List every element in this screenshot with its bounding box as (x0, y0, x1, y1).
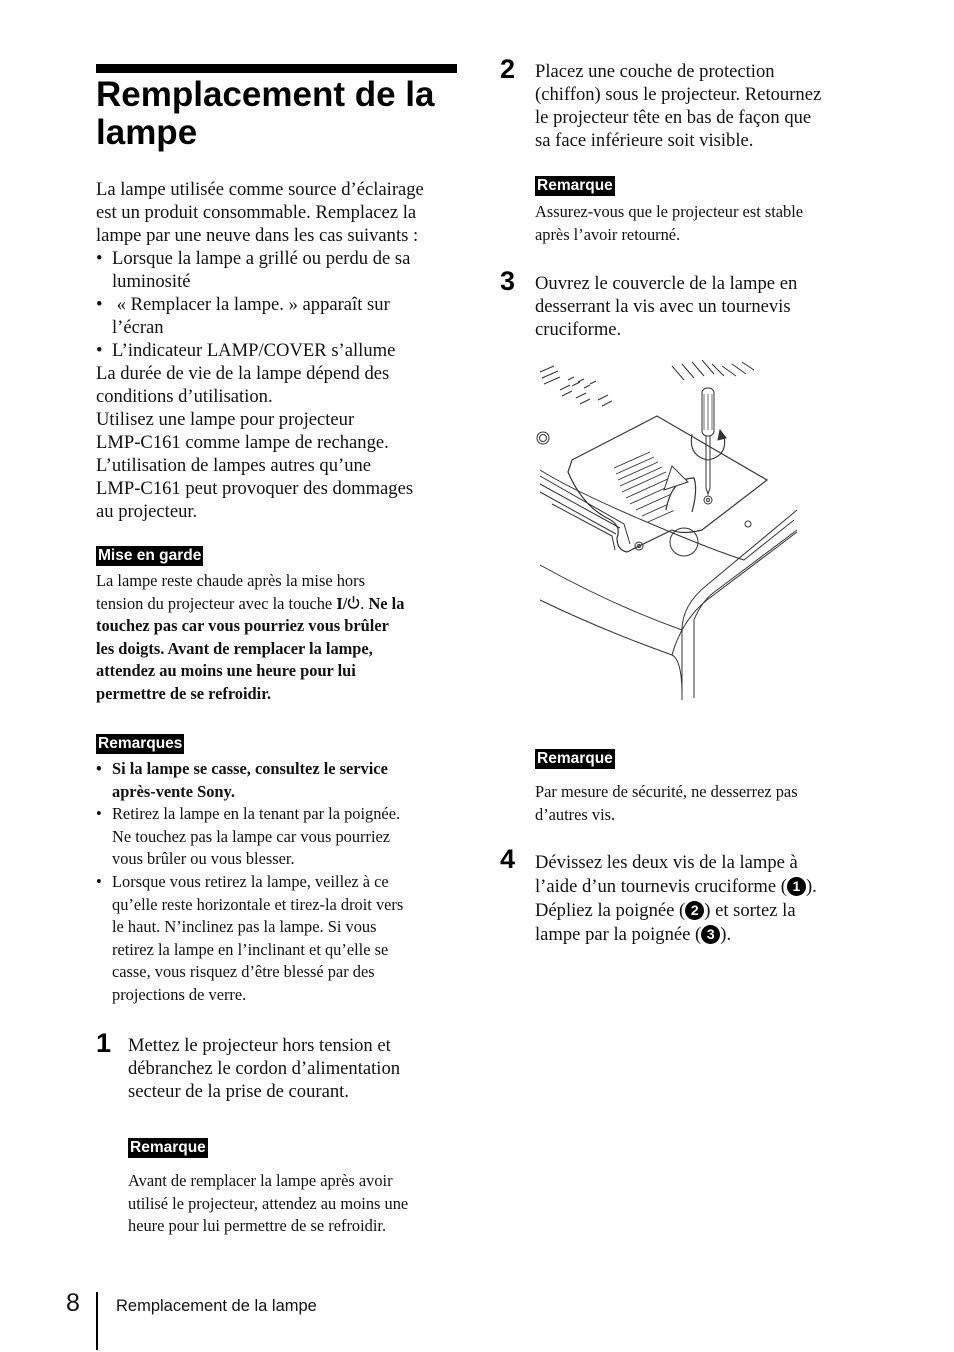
callout-1-icon: 1 (787, 877, 806, 896)
intro-paragraph: La lampe utilisée comme source d’éclairage est un produit consommable. Remplacez la lampe par une neuve dans les cas suivants : • Lorsque la lampe a grillé ou perdu de sa luminosité • « Remplacer la lampe. » apparaît sur l’écran • L’indicateur LAMP/COVER s’allume La durée de vie de la lampe dépend des conditions d’utilisation. Utilisez une lampe pour projecteur LMP-C161 comme lampe de rechange. L’utilisation de lampes autres qu’une LMP-C161 peut provoquer des dommages au projecteur. (96, 178, 468, 523)
list-item: • L’indicateur LAMP/COVER s’allume (96, 339, 468, 362)
step-3-text: Ouvrez le couvercle de la lampe en desserrant la vis avec un tournevis cruciforme. (535, 273, 798, 340)
callout-2-icon: 2 (685, 901, 704, 920)
remarks-label: Remarques (98, 735, 183, 752)
footer-rule (96, 1292, 98, 1350)
projector-lamp-cover-illustration (532, 360, 802, 700)
top-vent-left (540, 366, 612, 406)
step-1-note-label-box (128, 1138, 208, 1158)
page-number: 8 (66, 1289, 80, 1317)
list-item: • Lorsque vous retirez la lampe, veillez à ce qu’elle reste horizontale et tirez-la droit vers le haut. N’inclinez pas la lampe. Si vous retirez la lampe en l’inclinant et qu’elle se casse, vous risquez d’être blessé par des projections de verre. (96, 871, 468, 1007)
remarks-list (96, 758, 468, 1007)
step-1-text: Mettez le projecteur hors tension et débranchez le cordon d’alimentation secteur de la prise de courant. (128, 1035, 401, 1102)
remarks-label-box (96, 734, 184, 754)
step-2-number: 2 (500, 54, 516, 84)
step-1-note-label: Remarque (130, 1139, 206, 1156)
step-1-note: Avant de remplacer la lampe après avoir utilisé le projecteur, attendez au moins une heure pour lui permettre de se refroidir. (128, 1171, 409, 1236)
step-2-text: Placez une couche de protection (chiffon) sous le projecteur. Retournez le projecteur tête en bas de façon que sa face inférieure soit visible. (535, 61, 822, 151)
caution-label: Mise en garde (98, 547, 202, 564)
step-2-note: Assurez-vous que le projecteur est stable après l’avoir retourné. (535, 202, 804, 244)
top-vent-right (672, 360, 754, 380)
caution-text: La lampe reste chaude après la mise hors tension du projecteur avec la touche I/ . Ne la touchez pas car vous pourriez vous brûler les doigts. Avant de remplacer la lampe, attendez au moins une heure pour lui permettre de se refroidir. (96, 571, 405, 703)
step-2-note-label: Remarque (537, 177, 613, 194)
list-item: • « Remplacer la lampe. » apparaît sur l’écran (96, 293, 468, 339)
step-2-note-label-box (535, 176, 615, 196)
cases-list (96, 247, 468, 362)
page-title: Remplacement de la lampe (96, 75, 435, 152)
title-rule (96, 64, 457, 73)
power-icon (347, 595, 360, 610)
step-4-text: Dévissez les deux vis de la lampe à l’aide d’un tournevis cruciforme ( 1 ). Dépliez la poignée ( 2 ) et sortez la lampe par la poignée ( 3 ). (535, 852, 817, 945)
step-3-note-label: Remarque (537, 750, 613, 767)
list-item: • Retirez la lampe en la tenant par la poignée. Ne touchez pas la lampe car vous pourriez vous brûler ou vous blesser. (96, 803, 468, 871)
step-3-number: 3 (500, 266, 516, 296)
caution-label-box (96, 546, 203, 566)
footer-section-title: Remplacement de la lampe (116, 1297, 317, 1315)
step-1-number: 1 (96, 1028, 112, 1058)
step-3-note-label-box (535, 749, 615, 769)
list-item: • Lorsque la lampe a grillé ou perdu de sa luminosité (96, 247, 468, 293)
list-item: • Si la lampe se casse, consultez le service après-vente Sony. (96, 758, 468, 803)
step-3-note: Par mesure de sécurité, ne desserrez pas d’autres vis. (535, 782, 798, 824)
step-4-number: 4 (500, 844, 516, 874)
callout-3-icon: 3 (701, 925, 720, 944)
